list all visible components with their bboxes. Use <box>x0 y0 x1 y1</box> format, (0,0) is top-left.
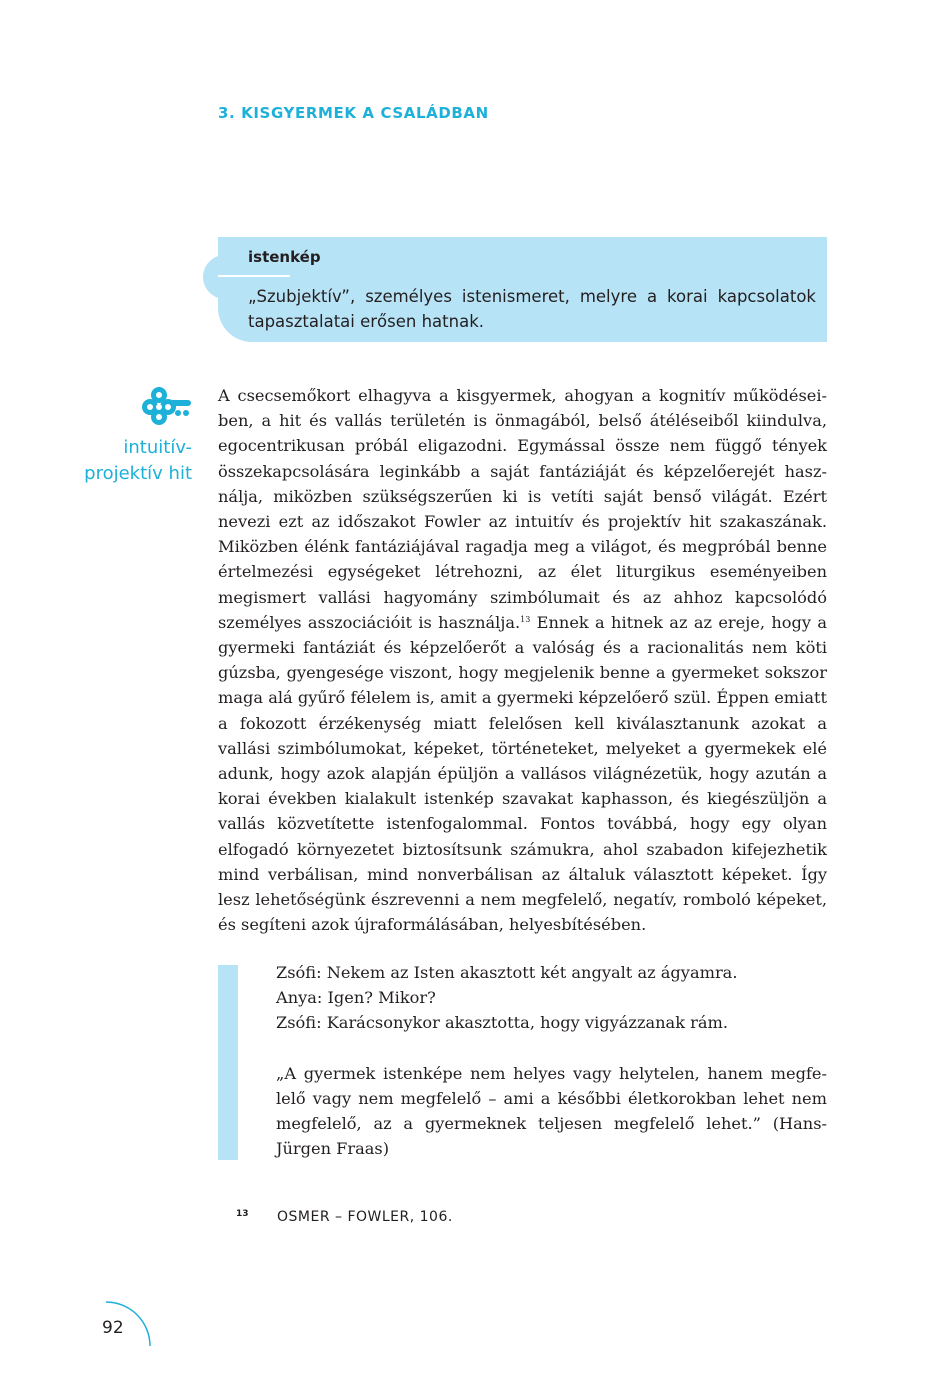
margin-label-line1: intuitív- <box>123 437 192 458</box>
quote-citation: „A gyermek istenképe nem helyes vagy helytelen, hanem megfelelő vagy nem megfelelő – ami a későbbi életkorokban lehet nem megfelelő, az a gyermeknek teljesen megfelelő lehet.” (Hans-Jürgen Fraas) <box>276 1063 827 1159</box>
page-number: 92 <box>102 1318 124 1338</box>
margin-label-line2: projektív hit <box>84 463 192 484</box>
chapter-title: 3. KISGYERMEK A CSALÁDBAN <box>218 104 489 122</box>
quote-bar <box>218 965 238 1160</box>
body-paragraph <box>218 383 827 937</box>
key-icon <box>138 386 194 426</box>
footnote-reference[interactable]: 13 <box>520 614 531 624</box>
dialogue-line: Anya: Igen? Mikor? <box>276 988 436 1008</box>
quote-block <box>276 960 827 1161</box>
body-text-part1: A csecsemőkort elhagyva a kisgyermek, ahogyan a kognitív működéseiben, a hit és vallás területén is önmagából, belső átéléseiből kiindulva, egocentrikusan próbál eligazodni. Egymással össze nem függő tények összekapcsolására leginkább a saját fantáziáját és képzelőerejét használja, miközben szükségszerűen ki is vetíti saját benső világát. Ezért nevezi ezt az időszakot Fowler az intuitív és projektív hit szakaszának. Miközben élénk fantáziájával ragadja meg a világot, és megpróbál benne értelmezési egységeket létrehozni, az élet liturgikus eseményeiben megismert vallási hagyomány szimbólumait és az ahhoz kapcsolódó személyes asszociációit is használja. <box>218 386 827 632</box>
definition-term: istenkép <box>248 248 321 266</box>
margin-label <box>60 435 192 487</box>
definition-divider <box>218 275 290 277</box>
body-text-part2: Ennek a hitnek az az ereje, hogy a gyermeki fantáziát és képzelőerőt a valóság és a racionalitás nem köti gúzsba, gyengesége viszont, hogy megjelenik benne a gyermeket sokszor maga alá gyűrő félelem is, amit a gyermeki képzelőerő szül. Éppen emiatt a fokozott érzékenység miatt felelősen kell kiválasztanunk azokat a vallási szimbólumokat, képeket, történeteket, melyeket a gyermekek elé adunk, hogy azok alapján épüljön a vallásos világnézetük, hogy azután a korai években kialakult istenkép szavakat kaphasson, és kiegészüljön a vallás közvetítette istenfogalommal. Fontos továbbá, hogy egy olyan elfogadó környezetet biztosítsunk számukra, ahol szabadon kifejezhetik mind verbálisan, mind nonverbálisan az általuk választott képeket. Így lesz lehetőségünk észrevenni a nem megfelelő, negatív, romboló képeket, és segíteni azok újraformálásában, helyesbítésében. <box>218 612 827 935</box>
footnote-number: 13 <box>236 1209 249 1219</box>
definition-text: „Szubjektív”, személyes istenismeret, melyre a korai kapcsolatok tapasztalatai erősen hatnak. <box>248 287 816 331</box>
dialogue-line: Zsófi: Karácsonykor akasztotta, hogy vigyázzanak rám. <box>276 1013 729 1033</box>
dialogue-line: Zsófi: Nekem az Isten akasztott két angyalt az ágyamra. <box>276 963 738 982</box>
footnote-text: OSMER – FOWLER, 106. <box>277 1209 453 1225</box>
